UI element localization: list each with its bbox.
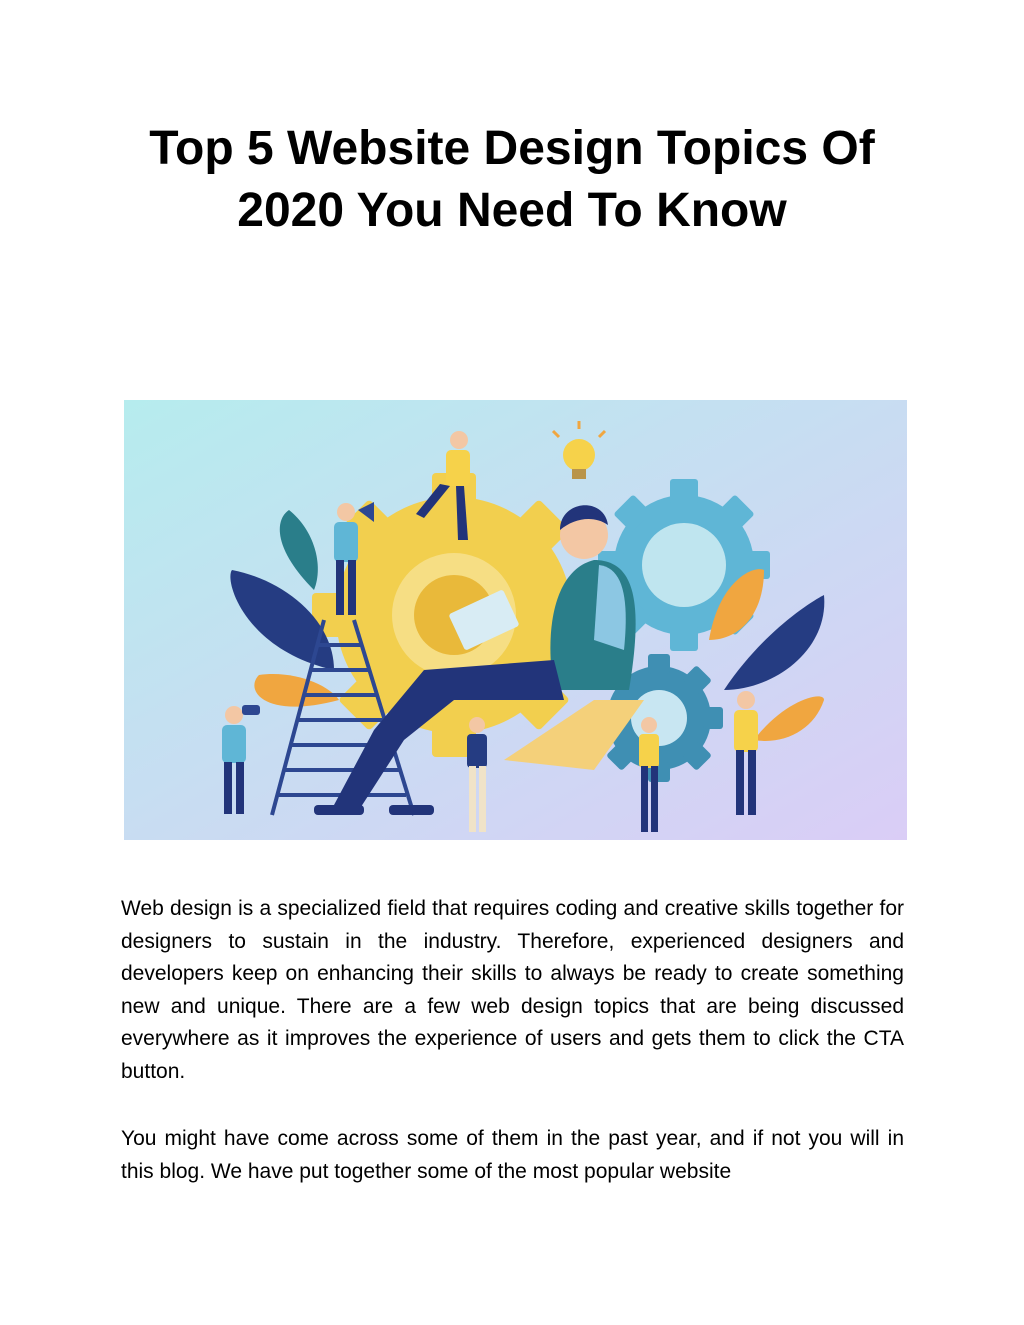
hero-illustration-svg: [124, 400, 907, 840]
title-line-1: Top 5 Website Design Topics Of: [149, 122, 875, 175]
document-title: [0, 118, 1024, 242]
paragraph-followup: You might have come across some of them in the past year, and if not you will in this blog. We have put together some of the most popular website: [121, 1127, 904, 1183]
paragraph-intro: Web design is a specialized field that requires coding and creative skills together for designers to sustain in the industry. Therefore, experienced designers and developers keep on enhancing their skills to always be ready to create something new and unique. There are a few web design topics that are being discussed everywhere as it improves the experience of users and gets them to click the CTA button.: [121, 897, 904, 1083]
hero-illustration: [124, 400, 907, 840]
title-line-2: 2020 You Need To Know: [237, 184, 787, 237]
